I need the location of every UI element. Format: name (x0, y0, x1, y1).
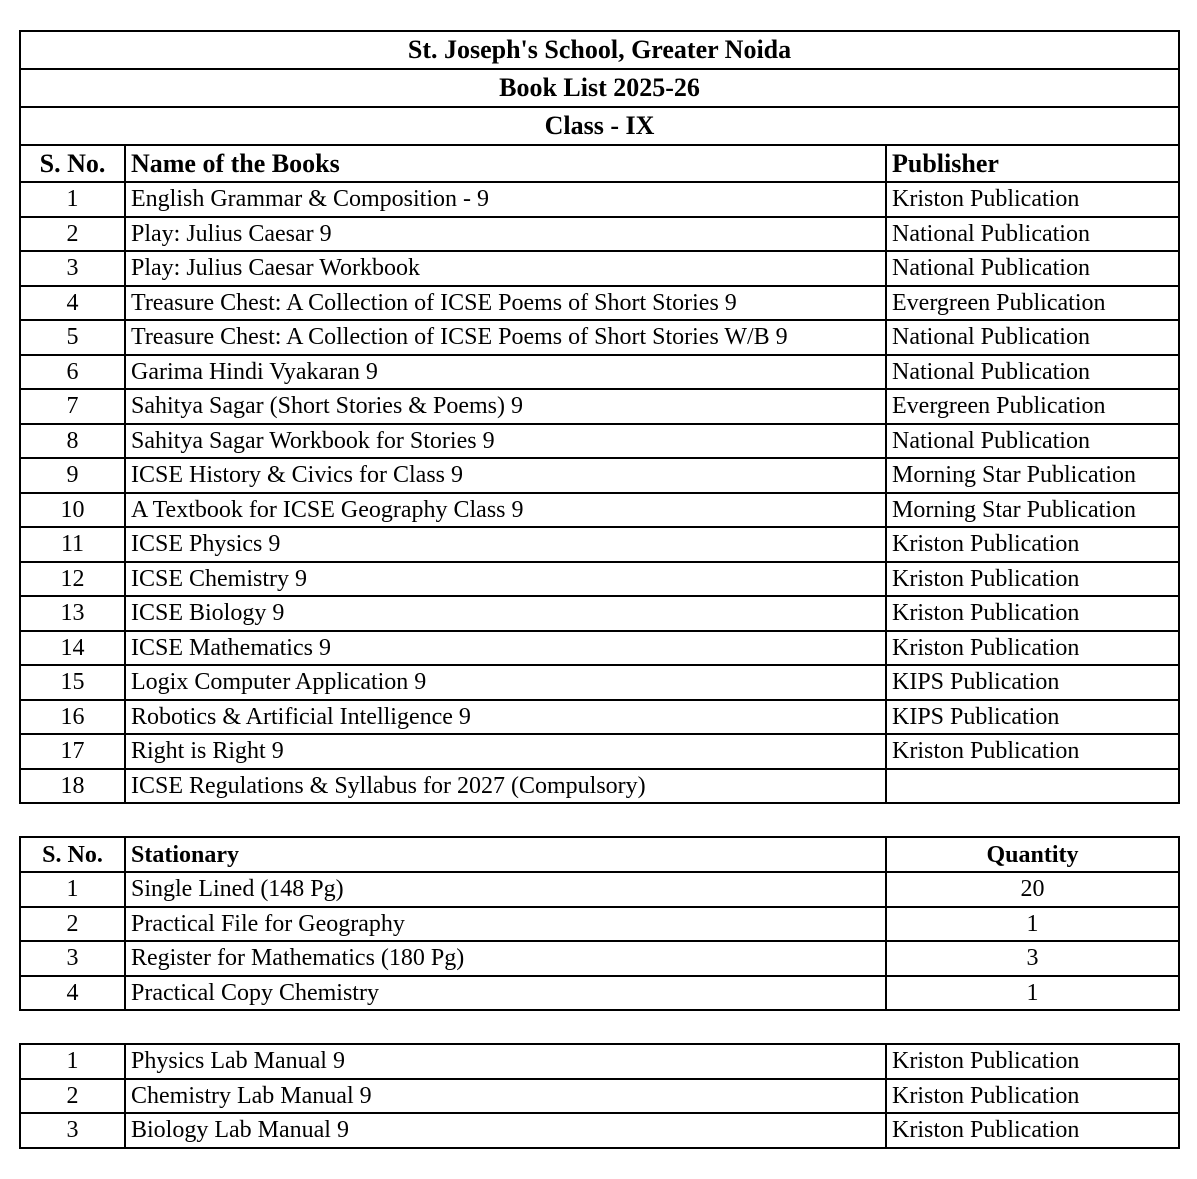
serial-number: 3 (20, 941, 125, 976)
column-header-sno: S. No. (20, 145, 125, 182)
stationary-row (20, 907, 1179, 942)
stationary-table (19, 836, 1180, 1011)
item-name: Physics Lab Manual 9 (125, 1044, 886, 1079)
book-row (20, 320, 1179, 355)
serial-number: 15 (20, 665, 125, 700)
item-name: Right is Right 9 (125, 734, 886, 769)
item-name: Logix Computer Application 9 (125, 665, 886, 700)
item-name: Treasure Chest: A Collection of ICSE Poems of Short Stories W/B 9 (125, 320, 886, 355)
item-name: Sahitya Sagar (Short Stories & Poems) 9 (125, 389, 886, 424)
column-header-sno: S. No. (20, 837, 125, 872)
quantity: 1 (886, 907, 1179, 942)
serial-number: 1 (20, 872, 125, 907)
publisher: Kriston Publication (886, 734, 1179, 769)
serial-number: 18 (20, 769, 125, 804)
item-name: Single Lined (148 Pg) (125, 872, 886, 907)
serial-number: 13 (20, 596, 125, 631)
publisher: Evergreen Publication (886, 389, 1179, 424)
publisher: Kriston Publication (886, 562, 1179, 597)
book-row (20, 734, 1179, 769)
publisher: National Publication (886, 217, 1179, 252)
publisher (886, 769, 1179, 804)
item-name: ICSE Physics 9 (125, 527, 886, 562)
serial-number: 1 (20, 1044, 125, 1079)
publisher: National Publication (886, 251, 1179, 286)
serial-number: 4 (20, 976, 125, 1011)
class-label-row (20, 107, 1179, 145)
publisher: National Publication (886, 424, 1179, 459)
list-title-row (20, 69, 1179, 107)
book-list-table (19, 30, 1180, 804)
column-header-publisher: Publisher (886, 145, 1179, 182)
item-name: Sahitya Sagar Workbook for Stories 9 (125, 424, 886, 459)
serial-number: 17 (20, 734, 125, 769)
lab-manual-row (20, 1113, 1179, 1148)
book-row (20, 389, 1179, 424)
stationary-body (20, 872, 1179, 1010)
publisher: Morning Star Publication (886, 493, 1179, 528)
book-row (20, 493, 1179, 528)
item-name: Play: Julius Caesar 9 (125, 217, 886, 252)
stationary-column-header-row (20, 837, 1179, 872)
serial-number: 2 (20, 217, 125, 252)
item-name: Practical Copy Chemistry (125, 976, 886, 1011)
item-name: Play: Julius Caesar Workbook (125, 251, 886, 286)
school-name: St. Joseph's School, Greater Noida (20, 31, 1179, 69)
serial-number: 11 (20, 527, 125, 562)
item-name: Practical File for Geography (125, 907, 886, 942)
item-name: Chemistry Lab Manual 9 (125, 1079, 886, 1114)
lab-manuals-table (19, 1043, 1180, 1149)
item-name: ICSE Regulations & Syllabus for 2027 (Compulsory) (125, 769, 886, 804)
publisher: Kriston Publication (886, 1044, 1179, 1079)
publisher: KIPS Publication (886, 665, 1179, 700)
quantity: 1 (886, 976, 1179, 1011)
book-row (20, 631, 1179, 666)
books-column-header-row (20, 145, 1179, 182)
book-row (20, 182, 1179, 217)
stationary-row (20, 976, 1179, 1011)
serial-number: 7 (20, 389, 125, 424)
serial-number: 2 (20, 1079, 125, 1114)
item-name: ICSE Mathematics 9 (125, 631, 886, 666)
column-header-quantity: Quantity (886, 837, 1179, 872)
publisher: Kriston Publication (886, 596, 1179, 631)
serial-number: 16 (20, 700, 125, 735)
item-name: Biology Lab Manual 9 (125, 1113, 886, 1148)
publisher: Kriston Publication (886, 631, 1179, 666)
serial-number: 4 (20, 286, 125, 321)
quantity: 20 (886, 872, 1179, 907)
item-name: Treasure Chest: A Collection of ICSE Poems of Short Stories 9 (125, 286, 886, 321)
column-header-book-name: Name of the Books (125, 145, 886, 182)
book-row (20, 527, 1179, 562)
book-row (20, 251, 1179, 286)
school-name-row (20, 31, 1179, 69)
lab-manual-row (20, 1044, 1179, 1079)
column-header-stationary: Stationary (125, 837, 886, 872)
serial-number: 6 (20, 355, 125, 390)
serial-number: 14 (20, 631, 125, 666)
class-label: Class - IX (20, 107, 1179, 145)
book-row (20, 562, 1179, 597)
publisher: Morning Star Publication (886, 458, 1179, 493)
book-row (20, 665, 1179, 700)
item-name: Register for Mathematics (180 Pg) (125, 941, 886, 976)
item-name: ICSE Biology 9 (125, 596, 886, 631)
publisher: National Publication (886, 320, 1179, 355)
serial-number: 10 (20, 493, 125, 528)
quantity: 3 (886, 941, 1179, 976)
book-row (20, 700, 1179, 735)
serial-number: 1 (20, 182, 125, 217)
publisher: National Publication (886, 355, 1179, 390)
item-name: Garima Hindi Vyakaran 9 (125, 355, 886, 390)
item-name: English Grammar & Composition - 9 (125, 182, 886, 217)
book-row (20, 355, 1179, 390)
item-name: ICSE History & Civics for Class 9 (125, 458, 886, 493)
serial-number: 2 (20, 907, 125, 942)
book-row (20, 217, 1179, 252)
item-name: A Textbook for ICSE Geography Class 9 (125, 493, 886, 528)
serial-number: 5 (20, 320, 125, 355)
lab-manual-row (20, 1079, 1179, 1114)
book-row (20, 286, 1179, 321)
book-row (20, 769, 1179, 804)
serial-number: 12 (20, 562, 125, 597)
publisher: Kriston Publication (886, 527, 1179, 562)
serial-number: 3 (20, 1113, 125, 1148)
stationary-row (20, 941, 1179, 976)
publisher: Kriston Publication (886, 182, 1179, 217)
serial-number: 8 (20, 424, 125, 459)
lab-manuals-body (20, 1044, 1179, 1148)
stationary-row (20, 872, 1179, 907)
publisher: KIPS Publication (886, 700, 1179, 735)
book-row (20, 596, 1179, 631)
book-row (20, 458, 1179, 493)
publisher: Evergreen Publication (886, 286, 1179, 321)
serial-number: 3 (20, 251, 125, 286)
item-name: ICSE Chemistry 9 (125, 562, 886, 597)
serial-number: 9 (20, 458, 125, 493)
book-row (20, 424, 1179, 459)
publisher: Kriston Publication (886, 1079, 1179, 1114)
publisher: Kriston Publication (886, 1113, 1179, 1148)
item-name: Robotics & Artificial Intelligence 9 (125, 700, 886, 735)
books-body (20, 182, 1179, 803)
list-title: Book List 2025-26 (20, 69, 1179, 107)
